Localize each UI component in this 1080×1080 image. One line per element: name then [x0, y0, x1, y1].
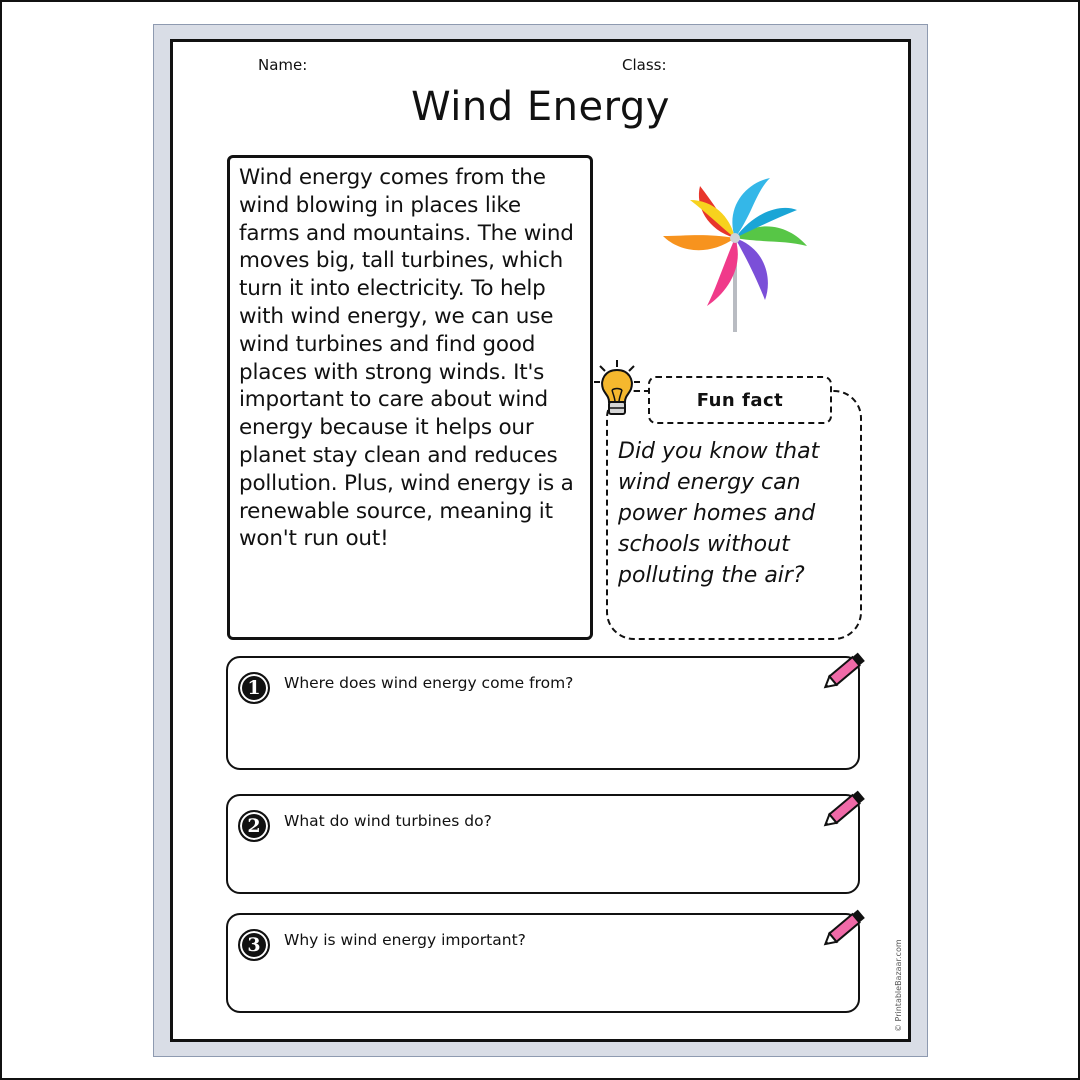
- name-label: Name:: [258, 56, 308, 74]
- copyright-notice: © PrintableBazaar.com: [894, 939, 903, 1032]
- class-label: Class:: [622, 56, 667, 74]
- question-1-answer-box[interactable]: [226, 656, 860, 770]
- question-text: What do wind turbines do?: [284, 812, 492, 830]
- pencil-icon: [818, 905, 870, 953]
- lightbulb-icon: [592, 358, 642, 420]
- question-text: Why is wind energy important?: [284, 931, 526, 949]
- fun-fact-text: Did you know that wind energy can power homes and schools without polluting the air?: [618, 439, 820, 588]
- question-3-answer-box[interactable]: [226, 913, 860, 1013]
- question-2-answer-box[interactable]: [226, 794, 860, 894]
- question-number: 2: [238, 810, 270, 842]
- question-number: 1: [238, 672, 270, 704]
- question-number: 3: [238, 929, 270, 961]
- pencil-icon: [818, 786, 870, 834]
- reading-passage: [227, 155, 593, 640]
- passage-text: Wind energy comes from the wind blowing in places like farms and mountains. The wind moves big, tall turbines, which turn it into electricity. To help with wind energy, we can use wind turbines and find good places with strong winds. It's important to care about wind energy because it helps our planet stay clean and reduces pollution. Plus, wind energy is a renewable source, meaning it won't run out!: [239, 165, 574, 552]
- question-text: Where does wind energy come from?: [284, 674, 574, 692]
- pencil-icon: [818, 648, 870, 696]
- pinwheel-icon: [660, 160, 810, 340]
- fun-fact-title: Fun fact: [648, 376, 832, 424]
- worksheet-title: Wind Energy: [411, 84, 670, 130]
